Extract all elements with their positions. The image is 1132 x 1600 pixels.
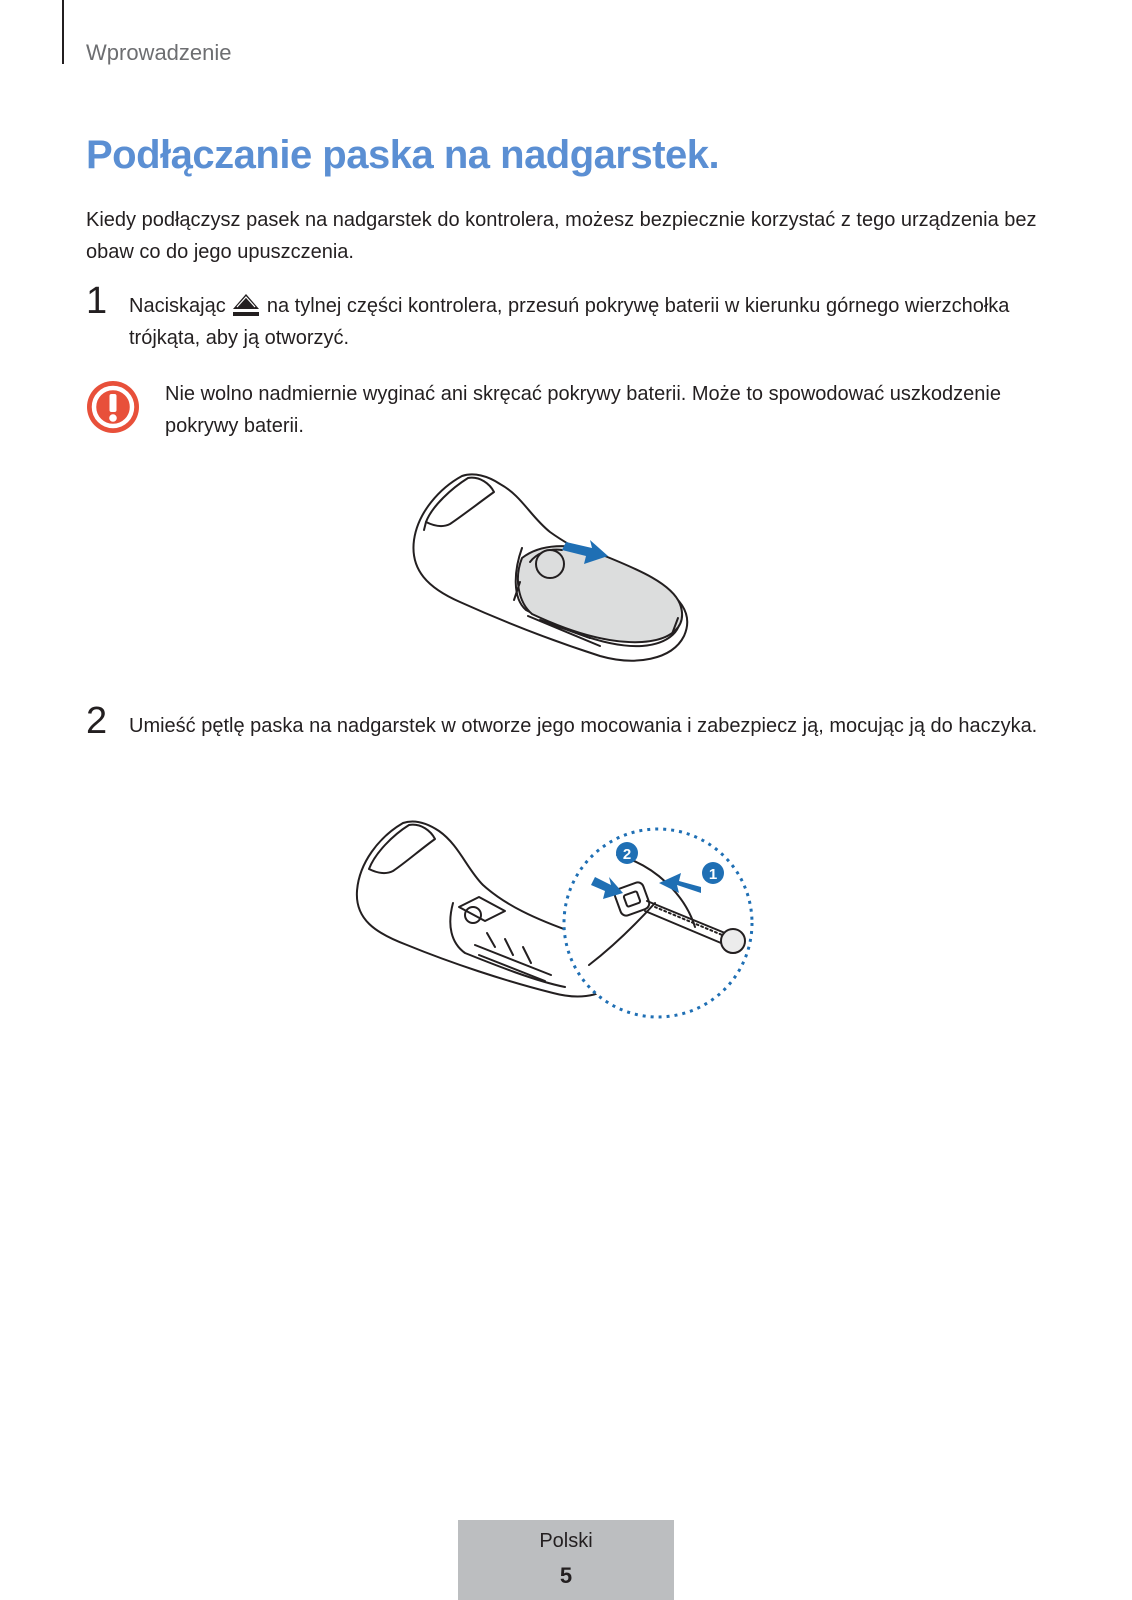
page-footer [458,1520,674,1600]
warning-icon [86,380,140,434]
controller-battery-cover-illustration [410,470,720,690]
strap-attachment-illustration [355,815,775,1025]
callout-2-label: 2 [622,846,632,863]
footer-language: Polski [539,1530,593,1552]
page-number: 5 [559,1563,573,1588]
page-title: Podłączanie paska na nadgarstek. [86,133,720,177]
step-1-text-before: Naciskając [129,295,226,317]
step-1-number: 1 [86,280,108,322]
header-rule [62,0,64,64]
intro-paragraph: Kiedy podłączysz pasek na nadgarstek do kontrolera, możesz bezpiecznie korzystać z tego urządzenia bez obaw co do jego upuszczenia. [86,209,1037,263]
step-2-number: 2 [86,700,108,742]
step-2-text: Umieść pętlę paska na nadgarstek w otworze jego mocowania i zabezpiecz ją, mocując ją do haczyka. [129,715,1038,737]
warning-text: Nie wolno nadmiernie wyginać ani skręcać pokrywy baterii. Może to spowodować uszkodzenie pokrywy baterii. [165,383,1001,437]
section-label: Wprowadzenie [86,40,232,65]
eject-triangle-icon [231,292,261,318]
callout-1-label: 1 [708,866,718,883]
step-1-text-after: na tylnej części kontrolera, przesuń pokrywę baterii w kierunku górnego wierzchołka trójkąta, aby ją otworzyć. [129,295,1010,349]
step-1-text [129,290,1069,354]
